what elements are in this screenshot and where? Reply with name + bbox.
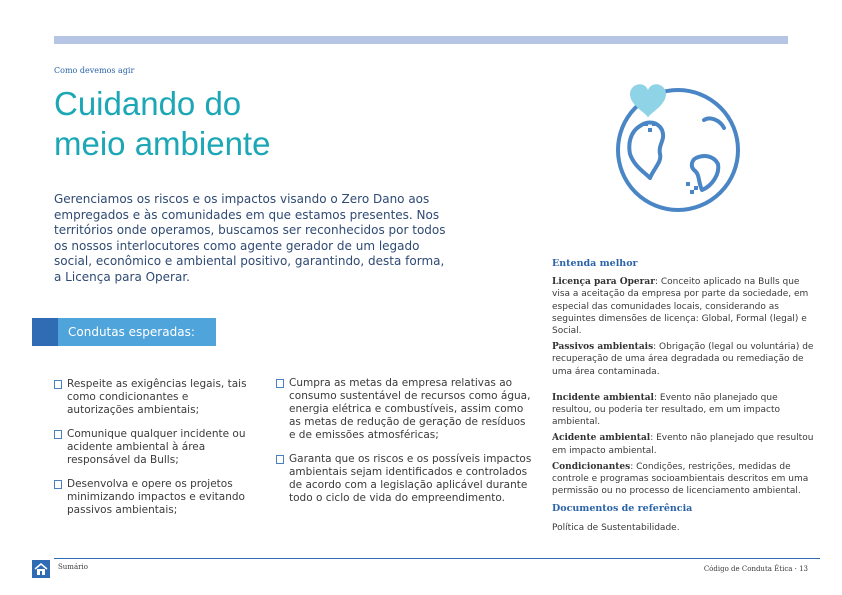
glossary-term xyxy=(552,341,820,378)
summary-link[interactable]: Sumário xyxy=(58,563,88,571)
glossary-term-name: Licença para Operar xyxy=(552,277,655,288)
home-button[interactable] xyxy=(32,560,50,578)
top-divider-bar xyxy=(54,36,788,44)
page-reference: Código de Conduta Ética · 13 xyxy=(703,565,808,573)
list-item xyxy=(54,378,250,417)
home-icon xyxy=(32,560,50,578)
glossary-term-name: Passivos ambientais xyxy=(552,342,654,353)
glossary-term-name: Incidente ambiental xyxy=(552,392,654,403)
checkbox-icon xyxy=(276,379,284,388)
globe-heart-icon xyxy=(600,70,750,220)
glossary-term xyxy=(552,432,820,456)
glossary-term-def: : Evento não planejado que resultou em impacto ambiental. xyxy=(552,433,814,456)
list-item xyxy=(54,428,250,467)
glossary-term-def: : Conceito aplicado na Bulls que visa a aceitação da empresa por parte da sociedade, em especial das comunidades locais, considerando as seguintes dimensões de licença: Global, Formal (legal) e Social. xyxy=(552,277,809,337)
checkbox-icon xyxy=(54,430,62,439)
page-title-line-1: Cuidando do xyxy=(54,85,242,122)
glossary-term-def: : Condições, restrições, medidas de controle e programas socioambientais descritos em uma permissão ou no processo de licenciamento ambiental. xyxy=(552,461,809,497)
list-item xyxy=(276,377,532,442)
glossary-term xyxy=(552,392,820,429)
glossary-sidebar xyxy=(552,258,820,534)
conducts-heading: Condutas esperadas: xyxy=(58,318,216,346)
glossary-term-name: Condicionantes xyxy=(552,461,631,472)
conducts-left-column xyxy=(54,378,250,528)
reference-doc-item[interactable]: Política de Sustentabilidade. xyxy=(552,522,680,533)
footer-divider xyxy=(54,558,820,559)
page-title xyxy=(54,84,270,164)
page-title-line-2: meio ambiente xyxy=(54,125,271,162)
list-item-text: Comunique qualquer incidente ou acidente ambiental à área responsável da Bulls; xyxy=(67,428,246,466)
glossary-title: Entenda melhor xyxy=(552,258,638,269)
list-item-text: Respeite as exigências legais, tais como condicionantes e autorizações ambientais; xyxy=(67,378,247,416)
list-item xyxy=(54,478,250,517)
list-item-text: Desenvolva e opere os projetos minimizando impactos e evitando passivos ambientais; xyxy=(67,478,245,516)
section-eyebrow: Como devemos agir xyxy=(54,66,135,75)
list-item-text: Garanta que os riscos e os possíveis impactos ambientais sejam identificados e controlados de acordo com a legislação aplicável durante todo o ciclo de vida do empreendimento. xyxy=(289,453,532,504)
checkbox-icon xyxy=(54,480,62,489)
glossary-term xyxy=(552,461,820,498)
list-item-text: Cumpra as metas da empresa relativas ao consumo sustentável de recursos como água, energia elétrica e combustíveis, assim como as metas de redução de geração de resíduos e de emissões atmosféricas; xyxy=(289,377,531,441)
glossary-term-def: : Evento não planejado que resultou, ou poderia ter resultado, em um impacto ambiental. xyxy=(552,392,781,428)
glossary-term xyxy=(552,276,820,337)
reference-docs-title: Documentos de referência xyxy=(552,503,693,515)
intro-paragraph: Gerenciamos os riscos e os impactos visando o Zero Dano aos empregados e às comunidades em que estamos presentes. Nos territórios onde operamos, buscamos ser reconhecidos por todos os nossos interlocutores como agente gerador de um legado social, econômico e ambiental positivo, garantindo, desta forma, a Licença para Operar. xyxy=(54,192,446,284)
checkbox-icon xyxy=(276,455,284,464)
glossary-term-def: : Obrigação (legal ou voluntária) de recuperação de uma área degradada ou remediação de uma área contaminada. xyxy=(552,342,814,377)
list-item xyxy=(276,453,532,505)
glossary-term-name: Acidente ambiental xyxy=(552,433,651,444)
conducts-tab-marker xyxy=(32,318,58,346)
checkbox-icon xyxy=(54,380,62,389)
conducts-right-column xyxy=(276,377,532,516)
